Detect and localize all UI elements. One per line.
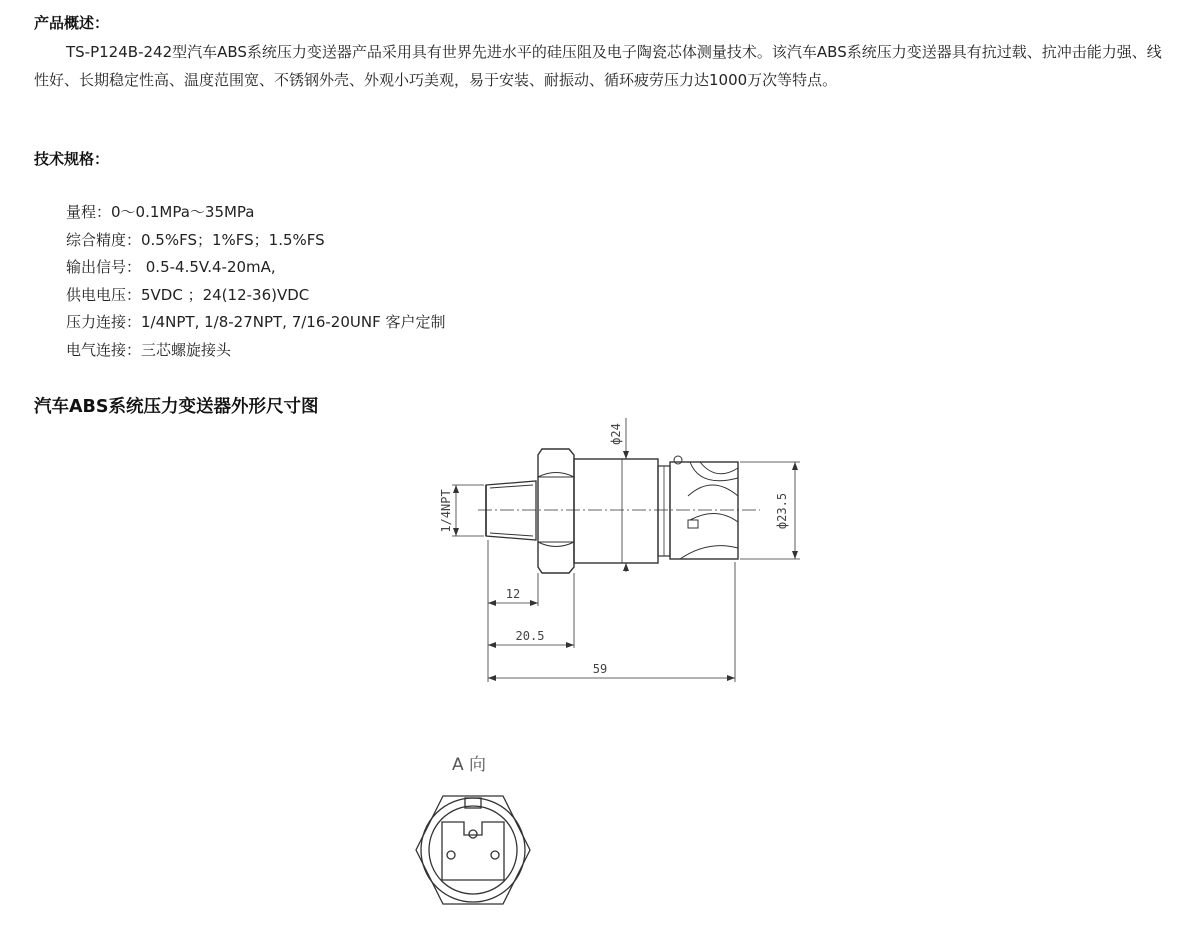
drawing-title: 汽车ABS系统压力变送器外形尺寸图	[34, 397, 319, 417]
hex-nut	[538, 449, 574, 573]
label-dim-59: 59	[592, 662, 608, 676]
dimension-extension-lines	[488, 540, 735, 682]
thread-fitting	[486, 481, 536, 540]
overview-paragraph: TS-P124B-242型汽车ABS系统压力变送器产品采用具有世界先进水平的硅压阻及电子陶瓷芯体测量技术。该汽车ABS系统压力变送器具有抗过载、抗冲击能力强、线性好、长期稳定性高、温度范围宽、不锈钢外壳、外观小巧美观，易于安装、耐振动、循环疲劳压力达1000万次等特点。	[34, 43, 1162, 89]
spec-list	[66, 199, 446, 364]
connector	[670, 456, 738, 559]
view-pin-right	[491, 851, 499, 859]
specs-heading: 技术规格：	[34, 150, 110, 168]
label-view-a: A 向	[452, 755, 487, 775]
label-dim-12: 12	[505, 587, 521, 601]
spec-pressure-connection: 压力连接：1/4NPT, 1/8-27NPT, 7/16-20UNF 客户定制	[66, 313, 446, 331]
dimension-connector-diameter	[740, 462, 800, 559]
view-pin-left	[447, 851, 455, 859]
spec-electrical-connection: 电气连接：三芯螺旋接头	[66, 340, 232, 359]
view-hex-outline	[416, 796, 530, 904]
dimension-arrows	[453, 451, 798, 681]
label-body-diameter: ф24	[609, 423, 623, 445]
label-dim-20-5: 20.5	[515, 629, 545, 643]
end-view-drawing	[400, 745, 560, 928]
view-outer-ring	[421, 798, 525, 902]
label-thread: 1/4NPT	[439, 489, 453, 533]
spec-range: 量程：0～0.1MPa～35MPa	[66, 203, 255, 221]
view-pin-top	[469, 830, 477, 838]
body-neck	[658, 466, 670, 556]
label-connector-diameter: ф23.5	[775, 492, 789, 530]
spec-output-signal: 输出信号： 0.5-4.5V.4-20mA,	[66, 258, 276, 276]
spec-supply-voltage: 供电电压：5VDC ；24(12-36)VDC	[66, 285, 310, 304]
overview-heading: 产品概述：	[34, 14, 110, 32]
sensor-body	[574, 459, 658, 563]
dimension-drawing	[400, 410, 820, 700]
spec-accuracy: 综合精度：0.5%FS；1%FS；1.5%FS	[66, 230, 325, 249]
